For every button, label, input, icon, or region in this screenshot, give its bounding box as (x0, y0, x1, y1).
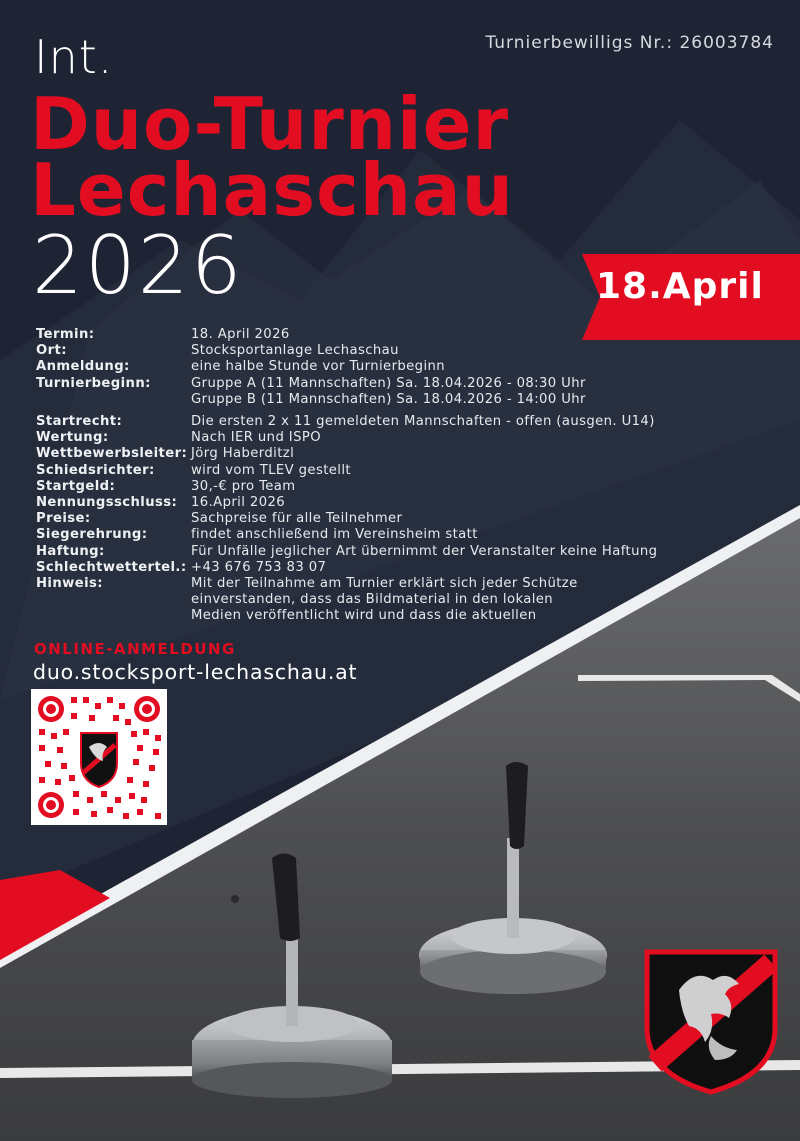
detail-row (36, 446, 776, 462)
detail-line: Gruppe B (11 Mannschaften) Sa. 18.04.2026 - 14:00 Uhr (191, 391, 586, 407)
detail-row (36, 544, 776, 560)
detail-value (191, 343, 776, 359)
detail-value (191, 430, 776, 446)
tournament-details (36, 327, 776, 625)
title-line-1: Duo-Turnier (30, 82, 510, 166)
detail-row (36, 376, 776, 408)
detail-label: Wertung: (36, 430, 109, 446)
detail-label: Wettbewerbsleiter: (36, 446, 188, 462)
detail-row (36, 430, 776, 446)
detail-label: Nennungsschluss: (36, 495, 178, 511)
detail-row (36, 527, 776, 543)
detail-row (36, 359, 776, 375)
detail-row (36, 560, 776, 576)
detail-label: Ort: (36, 343, 67, 359)
detail-value (191, 511, 776, 527)
title-prefix: Int. (34, 30, 114, 84)
detail-label: Turnierbeginn: (36, 375, 151, 391)
detail-line: Medien veröffentlicht wird und dass die aktuellen (191, 608, 537, 624)
detail-row (36, 511, 776, 527)
permit-number: Turnierbewilligs Nr.: 26003784 (485, 33, 774, 53)
detail-label: Schiedsrichter: (36, 462, 155, 478)
club-crest-graphic (641, 946, 781, 1096)
detail-row (36, 495, 776, 511)
detail-line: Sachpreise für alle Teilnehmer (191, 511, 403, 527)
detail-label: Haftung: (36, 543, 105, 559)
detail-line: 16.April 2026 (191, 495, 286, 511)
detail-value (191, 576, 776, 625)
title-line-2: Lechaschau (30, 148, 514, 232)
qr-code-graphic (31, 689, 167, 825)
club-crest-icon (641, 946, 781, 1100)
detail-label: Termin: (36, 327, 95, 342)
detail-value (191, 544, 776, 560)
detail-row (36, 327, 776, 343)
detail-line: einverstanden, dass das Bildmaterial in den lokalen (191, 592, 554, 608)
detail-line: +43 676 753 83 07 (191, 559, 327, 575)
detail-line: 18. April 2026 (191, 327, 290, 342)
detail-value (191, 446, 776, 462)
detail-value (191, 560, 776, 576)
detail-line: Die ersten 2 x 11 gemeldeten Mannschaften - offen (ausgen. U14) (191, 414, 655, 430)
detail-value (191, 414, 776, 430)
detail-line: Mit der Teilnahme am Turnier erklärt sich jeder Schütze (191, 576, 578, 592)
date-badge: 18.April (596, 266, 764, 307)
detail-line: Für Unfälle jeglicher Art übernimmt der Veranstalter keine Haftung (191, 543, 658, 559)
detail-label: Schlechtwettertel.: (36, 559, 187, 575)
detail-value (191, 359, 776, 375)
detail-label: Siegerehrung: (36, 527, 148, 543)
detail-row (36, 343, 776, 359)
detail-value (191, 495, 776, 511)
title-year: 2026 (32, 219, 244, 312)
detail-line: Gruppe A (11 Mannschaften) Sa. 18.04.2026 - 08:30 Uhr (191, 375, 586, 391)
detail-label: Anmeldung: (36, 359, 130, 375)
detail-value (191, 463, 776, 479)
detail-line: Nach IER und ISPO (191, 430, 321, 446)
detail-label: Startrecht: (36, 414, 123, 430)
detail-line: Jörg Haberditzl (191, 446, 295, 462)
detail-label: Hinweis: (36, 576, 103, 592)
detail-value (191, 527, 776, 543)
detail-row (36, 414, 776, 430)
detail-row (36, 463, 776, 479)
detail-line: findet anschließend im Vereinsheim statt (191, 527, 478, 543)
detail-line: wird vom TLEV gestellt (191, 462, 351, 478)
detail-line: eine halbe Stunde vor Turnierbeginn (191, 359, 446, 375)
detail-value (191, 327, 776, 343)
detail-value (191, 376, 776, 408)
online-registration-link[interactable]: duo.stocksport-lechaschau.at (33, 660, 358, 684)
detail-label: Startgeld: (36, 478, 116, 494)
detail-line: 30,-€ pro Team (191, 478, 296, 494)
detail-row (36, 479, 776, 495)
detail-row (36, 576, 776, 625)
qr-code-icon[interactable] (31, 689, 167, 825)
detail-value (191, 479, 776, 495)
detail-label: Preise: (36, 511, 91, 527)
online-registration-heading: ONLINE-ANMELDUNG (34, 640, 236, 658)
detail-line: Stocksportanlage Lechaschau (191, 343, 399, 359)
